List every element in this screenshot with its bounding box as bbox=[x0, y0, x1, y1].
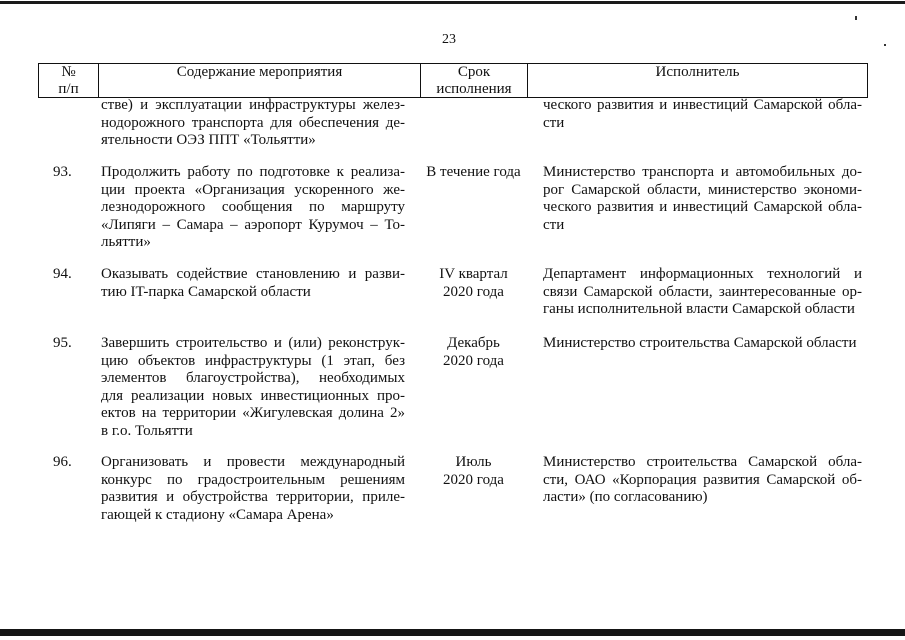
table-row bbox=[0, 335, 905, 439]
row-number: 95. bbox=[53, 335, 72, 351]
content-line: развития и обустройства территории, приле- bbox=[101, 489, 405, 506]
page-number: 23 bbox=[442, 32, 456, 47]
executor-line: ганы исполнительной власти Самарской области bbox=[543, 301, 855, 318]
header-number-cell bbox=[39, 64, 99, 97]
row-number: 94. bbox=[53, 266, 72, 282]
header-deadline-line: Срок bbox=[457, 64, 491, 80]
content-line: нодорожного транспорта для обеспечения де- bbox=[101, 114, 405, 131]
activity-content-cell bbox=[101, 454, 405, 524]
content-line: Продолжить работу по подготовке к реализа- bbox=[101, 164, 405, 180]
activity-content-cell bbox=[101, 164, 405, 252]
deadline-cell bbox=[420, 266, 527, 301]
content-line: цию объектов инфраструктуры (1 этап, без bbox=[101, 352, 405, 369]
executor-cell bbox=[543, 164, 862, 234]
content-line: Оказывать содействие становлению и разви- bbox=[101, 266, 405, 282]
executor-line: рог Самарской области, министерство экономи- bbox=[543, 181, 862, 198]
content-line: элементов благоустройства), необходимых bbox=[101, 370, 405, 387]
content-line: для реализации новых инвестиционных про- bbox=[101, 387, 405, 404]
content-line: льятти» bbox=[101, 234, 151, 251]
header-deadline-cell bbox=[421, 64, 528, 97]
executor-line: ласти» (по согласованию) bbox=[543, 489, 708, 506]
table-row bbox=[0, 454, 905, 523]
content-line: конкурс по градостроительным решениям bbox=[101, 471, 405, 488]
header-deadline-line: исполнения bbox=[436, 81, 512, 97]
table-row bbox=[0, 266, 905, 318]
deadline-line: В течение года bbox=[426, 164, 521, 180]
row-number: 93. bbox=[53, 164, 72, 180]
activity-content-cell bbox=[101, 266, 405, 301]
deadline-line: 2020 года bbox=[443, 471, 504, 488]
executor-line: связи Самарской области, заинтересованные ор- bbox=[543, 283, 862, 300]
header-content-cell bbox=[99, 64, 421, 97]
executor-cell bbox=[543, 97, 862, 132]
executor-line: Министерство транспорта и автомобильных до- bbox=[543, 164, 862, 180]
deadline-line: Июль bbox=[455, 454, 492, 470]
deadline-cell bbox=[420, 164, 527, 182]
executor-cell bbox=[543, 266, 862, 319]
scan-top-edge bbox=[0, 1, 905, 4]
executor-line: ческого развития и инвестиций Самарской обла- bbox=[543, 199, 862, 216]
executor-cell bbox=[543, 335, 862, 353]
header-content-label: Содержание мероприятия bbox=[176, 64, 343, 80]
content-line: ектов на территории «Жигулевская долина 2» bbox=[101, 405, 405, 422]
content-line: ятельности ОЭЗ ППТ «Тольятти» bbox=[101, 132, 316, 149]
scan-speck bbox=[855, 16, 857, 20]
deadline-cell bbox=[420, 335, 527, 370]
content-line: «Липяги – Самара – аэропорт Курумоч – То- bbox=[101, 216, 405, 233]
executor-line: сти bbox=[543, 216, 565, 233]
deadline-line: IV квартал bbox=[439, 266, 508, 282]
activity-content-cell bbox=[101, 97, 405, 150]
deadline-line: 2020 года bbox=[443, 352, 504, 369]
header-number-line: п/п bbox=[58, 81, 79, 97]
deadline-line: 2020 года bbox=[443, 283, 504, 300]
content-line: гающей к стадиону «Самара Арена» bbox=[101, 506, 334, 523]
content-line: стве) и эксплуатации инфраструктуры желез- bbox=[101, 97, 405, 113]
content-line: лезнодорожного сообщения по маршруту bbox=[101, 199, 405, 216]
content-line: в г.о. Тольятти bbox=[101, 422, 193, 439]
activity-content-cell bbox=[101, 335, 405, 441]
header-number-line: № bbox=[61, 64, 76, 80]
row-number: 96. bbox=[53, 454, 72, 470]
executor-cell bbox=[543, 454, 862, 507]
table-row bbox=[0, 164, 905, 251]
header-executor-label: Исполнитель bbox=[655, 64, 740, 80]
executor-line: сти bbox=[543, 114, 565, 131]
content-line: Организовать и провести международный bbox=[101, 454, 405, 470]
content-line: ции проекта «Организация ускоренного же- bbox=[101, 181, 405, 198]
content-line: Завершить строительство и (или) реконструк- bbox=[101, 335, 405, 351]
table-row-continuation bbox=[0, 97, 905, 149]
header-executor-cell bbox=[528, 64, 867, 97]
table-header bbox=[38, 63, 868, 98]
executor-line: ческого развития и инвестиций Самарской обла- bbox=[543, 97, 862, 113]
executor-line: Министерство строительства Самарской области bbox=[543, 335, 857, 351]
deadline-cell bbox=[420, 454, 527, 489]
deadline-line: Декабрь bbox=[447, 335, 500, 351]
executor-line: сти, ОАО «Корпорация развития Самарской об- bbox=[543, 471, 862, 488]
content-line: тию IT-парка Самарской области bbox=[101, 283, 311, 300]
scan-bottom-edge bbox=[0, 629, 905, 636]
executor-line: Департамент информационных технологий и bbox=[543, 266, 862, 282]
executor-line: Министерство строительства Самарской обла- bbox=[543, 454, 862, 470]
